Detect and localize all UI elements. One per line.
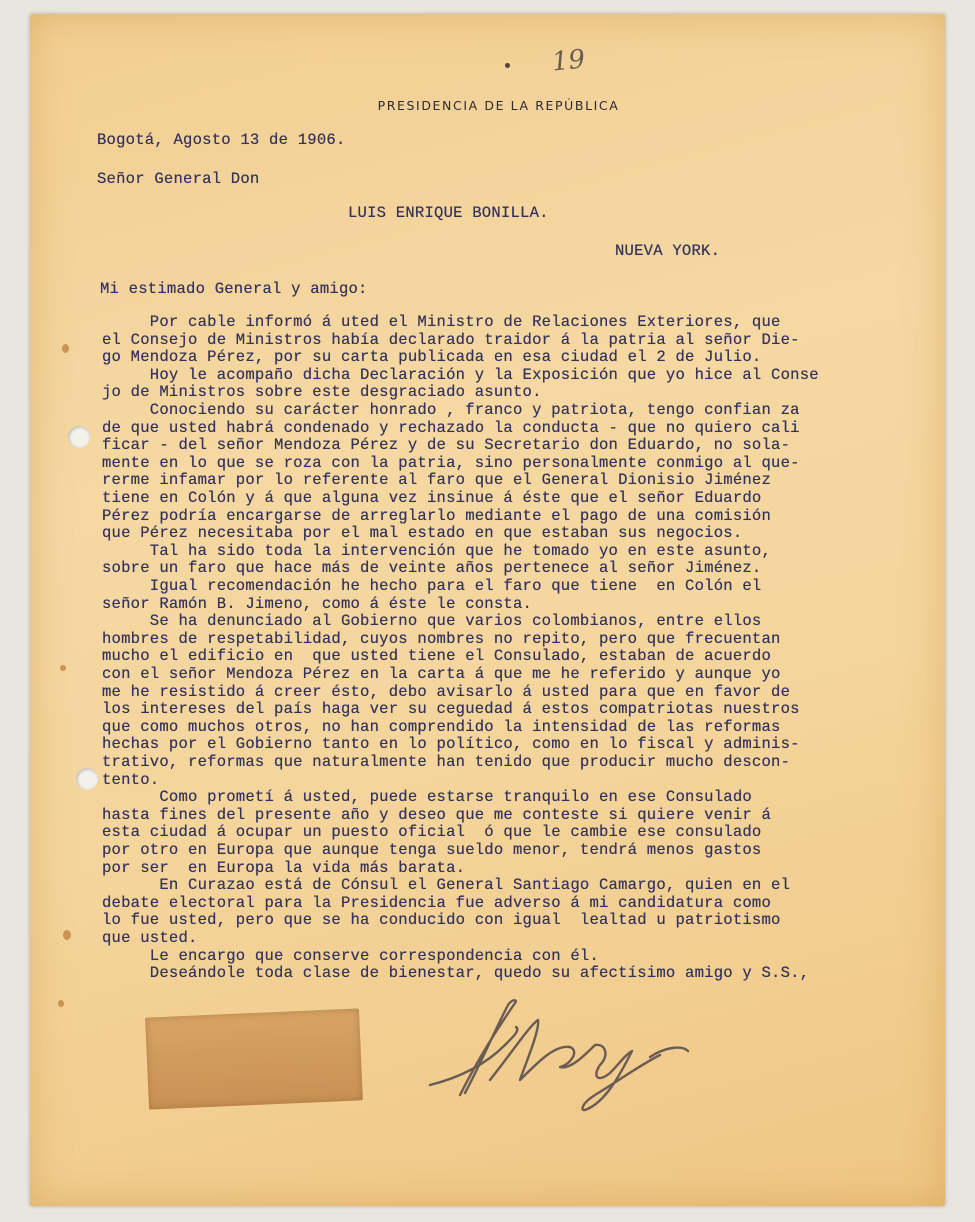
body-line: Se ha denunciado al Gobierno que varios colombianos, entre ellos [102, 612, 762, 631]
body-line: esta ciudad á ocupar un puesto oficial ó que le cambie ese consulado [102, 823, 762, 842]
body-line: sobre un faro que hace más de veinte años pertenece al señor Jiménez. [102, 559, 762, 578]
rust-stain [58, 1000, 64, 1007]
punch-hole [68, 426, 90, 448]
body-line: ficar - del señor Mendoza Pérez y de su Secretario don Eduardo, no sola- [102, 436, 791, 455]
rust-stain [62, 344, 69, 353]
tape-residue [145, 1008, 363, 1109]
body-line: trativo, reformas que naturalmente han tenido que producir mucho descon- [102, 753, 791, 771]
salutation-title: Señor General Don [97, 170, 260, 188]
body-line: mente en lo que se roza con la patria, sino personalmente conmigo al que- [102, 453, 800, 472]
letterhead: PRESIDENCIA DE LA REPÚBLICA [377, 98, 620, 113]
body-line: En Curazao está de Cónsul el General Santiago Camargo, quien en el [102, 876, 791, 895]
body-line: tento. [102, 770, 160, 789]
body-line: que usted. [102, 929, 198, 947]
body-line: que Pérez necesitaba por el mal estado en que estaban sus negocios. [102, 524, 743, 543]
body-line: Por cable informó á uted el Ministro de Relaciones Exteriores, que [102, 313, 781, 331]
body-line: los intereses del país haga ver su ceguedad á estos compatriotas nuestros [102, 700, 800, 719]
body-line: rerme infamar por lo referente al faro que el General Dionisio Jiménez [102, 471, 772, 490]
body-line: Como prometí á usted, puede estarse tranquilo en ese Consulado [102, 788, 752, 807]
punch-hole [76, 768, 98, 790]
body-line: señor Ramón B. Jimeno, como á éste le consta. [102, 594, 533, 613]
body-line: Deseándole toda clase de bienestar, quedo su afectísimo amigo y S.S., [102, 964, 810, 983]
body-line: que como muchos otros, no han comprendido la intensidad de las reformas [102, 717, 781, 736]
rust-stain [63, 930, 71, 940]
body-line: Igual recomendación he hecho para el faro que tiene en Colón el [102, 577, 762, 595]
body-line: hombres de respetabilidad, cuyos nombres no repito, pero que frecuentan [102, 629, 781, 648]
body-line: mucho el edificio en que usted tiene el Consulado, estaban de acuerdo [102, 647, 772, 666]
body-line: lo fue usted, pero que se ha conducido con igual lealtad u patriotismo [102, 911, 781, 930]
addressee-city: NUEVA YORK. [615, 242, 721, 260]
body-line: por ser en Europa la vida más barata. [102, 858, 466, 877]
body-line: hechas por el Gobierno tanto en lo político, como en lo fiscal y adminis- [102, 735, 800, 754]
body-line: tiene en Colón y á que alguna vez insinue á éste que el señor Eduardo [102, 489, 762, 507]
body-line: por otro en Europa que aunque tenga sueldo menor, tendrá menos gastos [102, 841, 762, 859]
body-line: con el señor Mendoza Pérez en la carta á que me he referido y aunque yo [102, 665, 781, 683]
body-line: jo de Ministros sobre este desgraciado asunto. [102, 383, 542, 402]
rust-stain [60, 665, 66, 671]
body-line: de que usted habrá condenado y rechazado la conducta - que no quiero cali [102, 418, 800, 437]
greeting: Mi estimado General y amigo: [100, 280, 368, 298]
body-line: me he resistido á creer ésto, debo avisarlo á usted para que en favor de [102, 682, 791, 701]
folio-number: 19 [550, 44, 587, 78]
signature-image [420, 985, 700, 1115]
ink-dot [505, 63, 510, 68]
date-line: Bogotá, Agosto 13 de 1906. [97, 131, 346, 149]
body-line: Hoy le acompaño dicha Declaración y la Exposición que yo hice al Conse [102, 365, 819, 384]
addressee-name: LUIS ENRIQUE BONILLA. [348, 204, 549, 222]
body-line: Pérez podría encargarse de arreglarlo mediante el pago de una comisión [102, 506, 772, 525]
body-line: Tal ha sido toda la intervención que he tomado yo en este asunto, [102, 541, 772, 560]
body-line: go Mendoza Pérez, por su carta publicada en esa ciudad el 2 de Julio. [102, 348, 762, 367]
body-line: hasta fines del presente año y deseo que me conteste si quiere venir á [102, 805, 772, 824]
body-line: Le encargo que conserve correspondencia con él. [102, 946, 600, 965]
body-line: Conociendo su carácter honrado , franco y patriota, tengo confian za [102, 401, 800, 419]
body-line: el Consejo de Ministros había declarado traidor á la patria al señor Die- [102, 330, 800, 349]
body-line: debate electoral para la Presidencia fue adverso á mi candidatura como [102, 893, 772, 912]
